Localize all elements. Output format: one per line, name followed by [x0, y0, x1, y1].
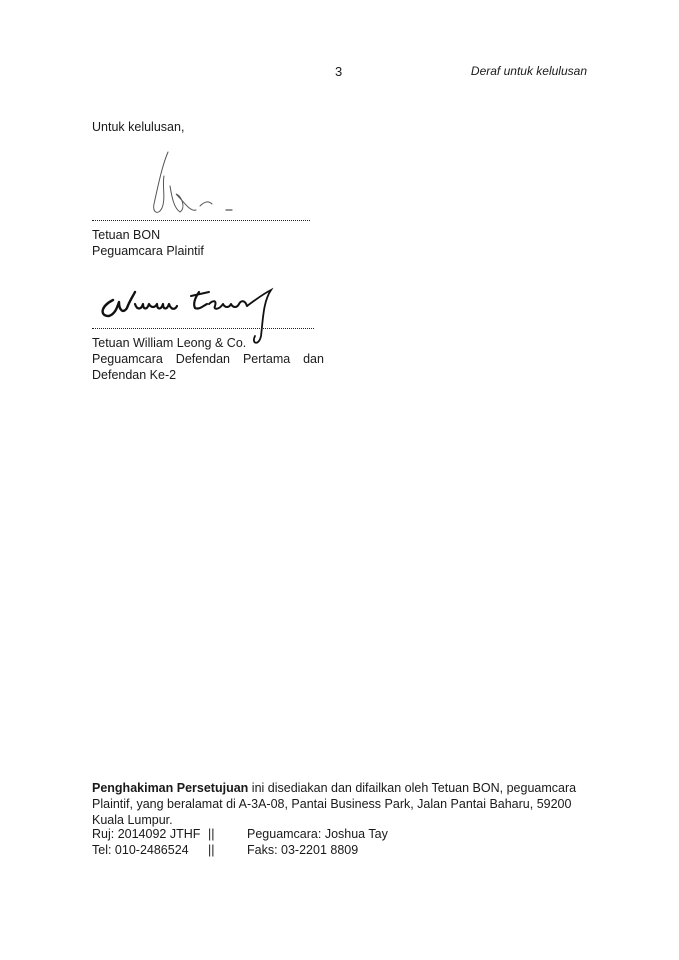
role-word-4: dan — [303, 352, 324, 366]
signature-line-1 — [92, 220, 310, 221]
fax: Faks: 03-2201 8809 — [247, 843, 359, 857]
signatory-1-firm: Tetuan BON — [92, 228, 161, 242]
role-word-2: Defendan — [175, 352, 231, 366]
separator: || — [208, 827, 215, 841]
signature-1-image — [140, 146, 240, 226]
signatory-2-role — [92, 351, 324, 383]
signatory-1-role: Peguamcara Plaintif — [92, 244, 204, 258]
signature-line-2 — [92, 328, 314, 329]
reference-number: Ruj: 2014092 JTHF — [92, 827, 201, 841]
footer-paragraph — [92, 780, 587, 828]
signatory-2-role-line-2: Defendan Ke-2 — [92, 368, 177, 382]
page-number: 3 — [335, 64, 343, 79]
signatory-2-firm: Tetuan William Leong & Co. — [92, 336, 247, 350]
role-word-3: Pertama — [242, 352, 291, 366]
draft-label: Deraf untuk kelulusan — [470, 64, 587, 78]
signatory-2-role-line-1 — [92, 351, 324, 367]
role-word-1: Peguamcara — [92, 352, 163, 366]
approval-label: Untuk kelulusan, — [92, 120, 185, 134]
signatory-1-block — [92, 227, 204, 259]
separator: || — [208, 843, 215, 857]
footer-body: ini disediakan dan difailkan oleh Tetuan BON, peguamcara Plaintif, yang beralamat di A-3A-08, Pantai Business Park, Jalan Pantai Baharu, 59200 Kuala Lumpur. — [92, 781, 577, 827]
footer-bold-lead: Penghakiman Persetujuan — [92, 781, 249, 795]
telephone: Tel: 010-2486524 — [92, 843, 189, 857]
lawyer-name: Peguamcara: Joshua Tay — [247, 827, 388, 841]
